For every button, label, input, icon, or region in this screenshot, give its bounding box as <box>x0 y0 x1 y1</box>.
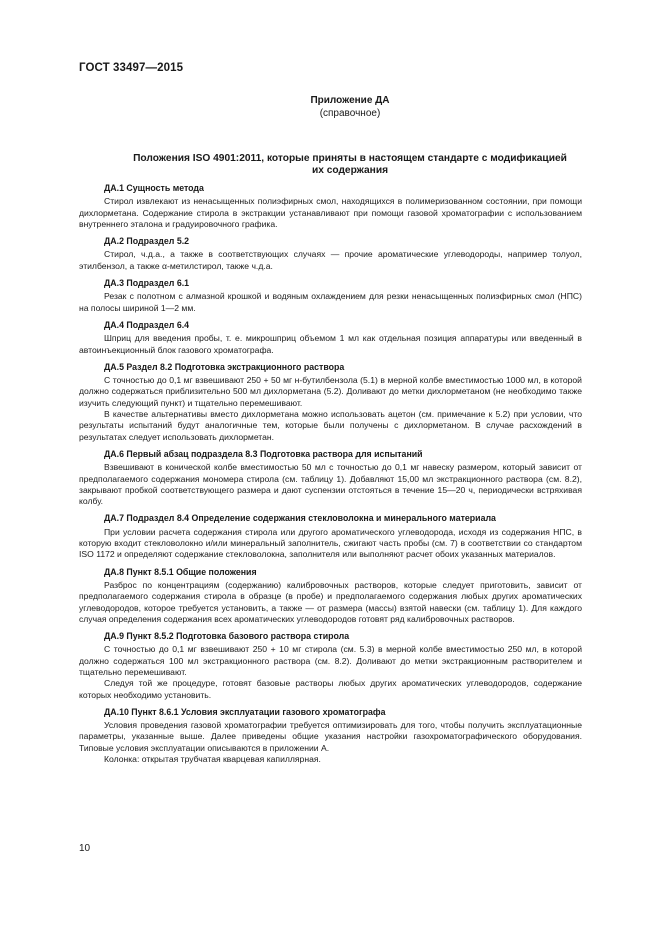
section <box>79 362 582 449</box>
section-heading: ДА.7 Подраздел 8.4 Определение содержания стекловолокна и минерального материала <box>104 513 496 524</box>
section-heading: ДА.1 Сущность метода <box>104 183 204 193</box>
section-heading: ДА.10 Пункт 8.6.1 Условия эксплуатации газового хроматографа <box>104 706 386 717</box>
standard-code-header: ГОСТ 33497—2015 <box>79 62 184 74</box>
section <box>79 320 582 362</box>
section <box>79 183 582 236</box>
section-paragraph: С точностью до 0,1 мг взвешивают 250 + 50 мг н-бутилбензола (5.1) в мерной колбе вместимостью 1000 мл, в которой должно содержаться приблизительно 500 мл дихлорметана (5.2). Доливают до метки дихлорметаном (не необходимо также изучить следующий пункт) и тщательно перемешивают. <box>79 375 582 408</box>
section-paragraph: Разброс по концентрациям (содержанию) калибровочных растворов, которые следует приготовить, зависит от предполагаемого содержания стирола в образце (в пробе) и предполагаемого содержания любых других ароматических углеводородов, которое требуется установить, а также — от размера (массы) взятой навески (см. таблицу 1). Для каждого случая определения содержания всех ароматических углеводородов готовят ряд калибровочных растворов. <box>79 579 582 624</box>
section <box>79 449 582 513</box>
document-body <box>79 183 582 771</box>
section <box>79 278 582 320</box>
page-number: 10 <box>79 843 91 854</box>
section-paragraph: Шприц для введения пробы, т. е. микрошприц объемом 1 мл как отдельная позиция аппаратуры или введенный в автоинъекционный блок газового хроматографа. <box>79 333 582 355</box>
section-heading: ДА.6 Первый абзац подраздела 8.3 Подготовка раствора для испытаний <box>104 448 423 459</box>
section-paragraph: С точностью до 0,1 мг взвешивают 250 + 10 мг стирола (см. 5.3) в мерной колбе вместимостью 250 мл, в которой должно содержаться 100 мл экстракционного раствора (см. 8.2). Доливают до метки экстракционным растворителем и тщательно перемешивают. <box>79 644 582 677</box>
section-heading: ДА.3 Подраздел 6.1 <box>104 278 190 289</box>
section-paragraph: Условия проведения газовой хроматографии требуется оптимизировать для того, чтобы получить эксплуатационные параметры, указанные выше. Далее приведены общие указания настройки газохроматографического оборудования. Типовые условия эксплуатации описываются в приложении А. <box>79 720 582 753</box>
section-paragraph: Резак с полотном с алмазной крошкой и водяным охлаждением для резки ненасыщенных полиэфирных смол (НПС) на полосы шириной 1—2 мм. <box>79 291 582 313</box>
appendix-subtitle: (справочное) <box>319 108 381 119</box>
document-title-line-1: Положения ISO 4901:2011, которые приняты в настоящем стандарте с модификацией <box>133 153 567 164</box>
section-heading: ДА.5 Раздел 8.2 Подготовка экстракционного раствора <box>104 361 345 372</box>
appendix-title: Приложение ДА <box>310 95 390 106</box>
section-heading: ДА.2 Подраздел 5.2 <box>104 236 190 247</box>
section-paragraph: Следуя той же процедуре, готовят базовые растворы любых других ароматических углеводородов, содержание которых необходимо установить. <box>79 678 582 700</box>
section-heading: ДА.9 Пункт 8.5.2 Подготовка базового раствора стирола <box>104 631 350 642</box>
section-paragraph: Стирол, ч.д.а., а также в соответствующих случаях — прочие ароматические углеводороды, например толуол, этилбензол, а также α-метилстирол, также ч.д.а. <box>79 249 582 271</box>
section-spacer <box>79 765 582 771</box>
section <box>79 513 582 566</box>
section-paragraph: В качестве альтернативы вместо дихлорметана можно использовать ацетон (см. примечание к 5.2) при условии, что результаты испытаний будут аналогичные тем, которые были получены с дихлорметаном. В случае расхождений в результатах следует использовать дихлорметан. <box>79 409 582 442</box>
section-heading: ДА.4 Подраздел 6.4 <box>104 319 190 330</box>
document-title <box>100 153 600 177</box>
section <box>79 707 582 771</box>
section-heading: ДА.8 Пункт 8.5.1 Общие положения <box>104 566 257 577</box>
appendix-block <box>250 94 450 120</box>
section-paragraph: Взвешивают в конической колбе вместимостью 50 мл с точностью до 0,1 мг навеску размером, который зависит от предполагаемого содержания мономера стирола (см. таблицу 1). Добавляют 15,00 мл экстракционного раствора (см. 8.2), закрывают пробкой соответствующего размера и дают суспензии отстояться в течение 15—20 ч, периодически встряхивая колбу. <box>79 462 582 507</box>
section <box>79 236 582 278</box>
section <box>79 631 582 707</box>
section-paragraph: При условии расчета содержания стирола или другого ароматического углеводорода, исходя из содержания НПС, в которую входит стекловолокно и/или минеральный заполнитель, сжигают часть пробы (см. 7) в соответствии со стандартом ISO 1172 и определяют содержание стекловолокна, заполнителя или выполняют расчет обоих указанных материалов. <box>79 526 582 560</box>
document-title-line-2: их содержания <box>311 165 389 176</box>
section-paragraph: Колонка: открытая трубчатая кварцевая капиллярная. <box>104 754 321 765</box>
section-paragraph: Стирол извлекают из ненасыщенных полиэфирных смол, находящихся в полимеризованном состоянии, при помощи дихлорметана. Содержание стирола в экстракции устанавливают при помощи газовой хроматографии с использованием внутреннего эталона и градуировочного графика. <box>79 196 582 229</box>
section <box>79 567 582 631</box>
